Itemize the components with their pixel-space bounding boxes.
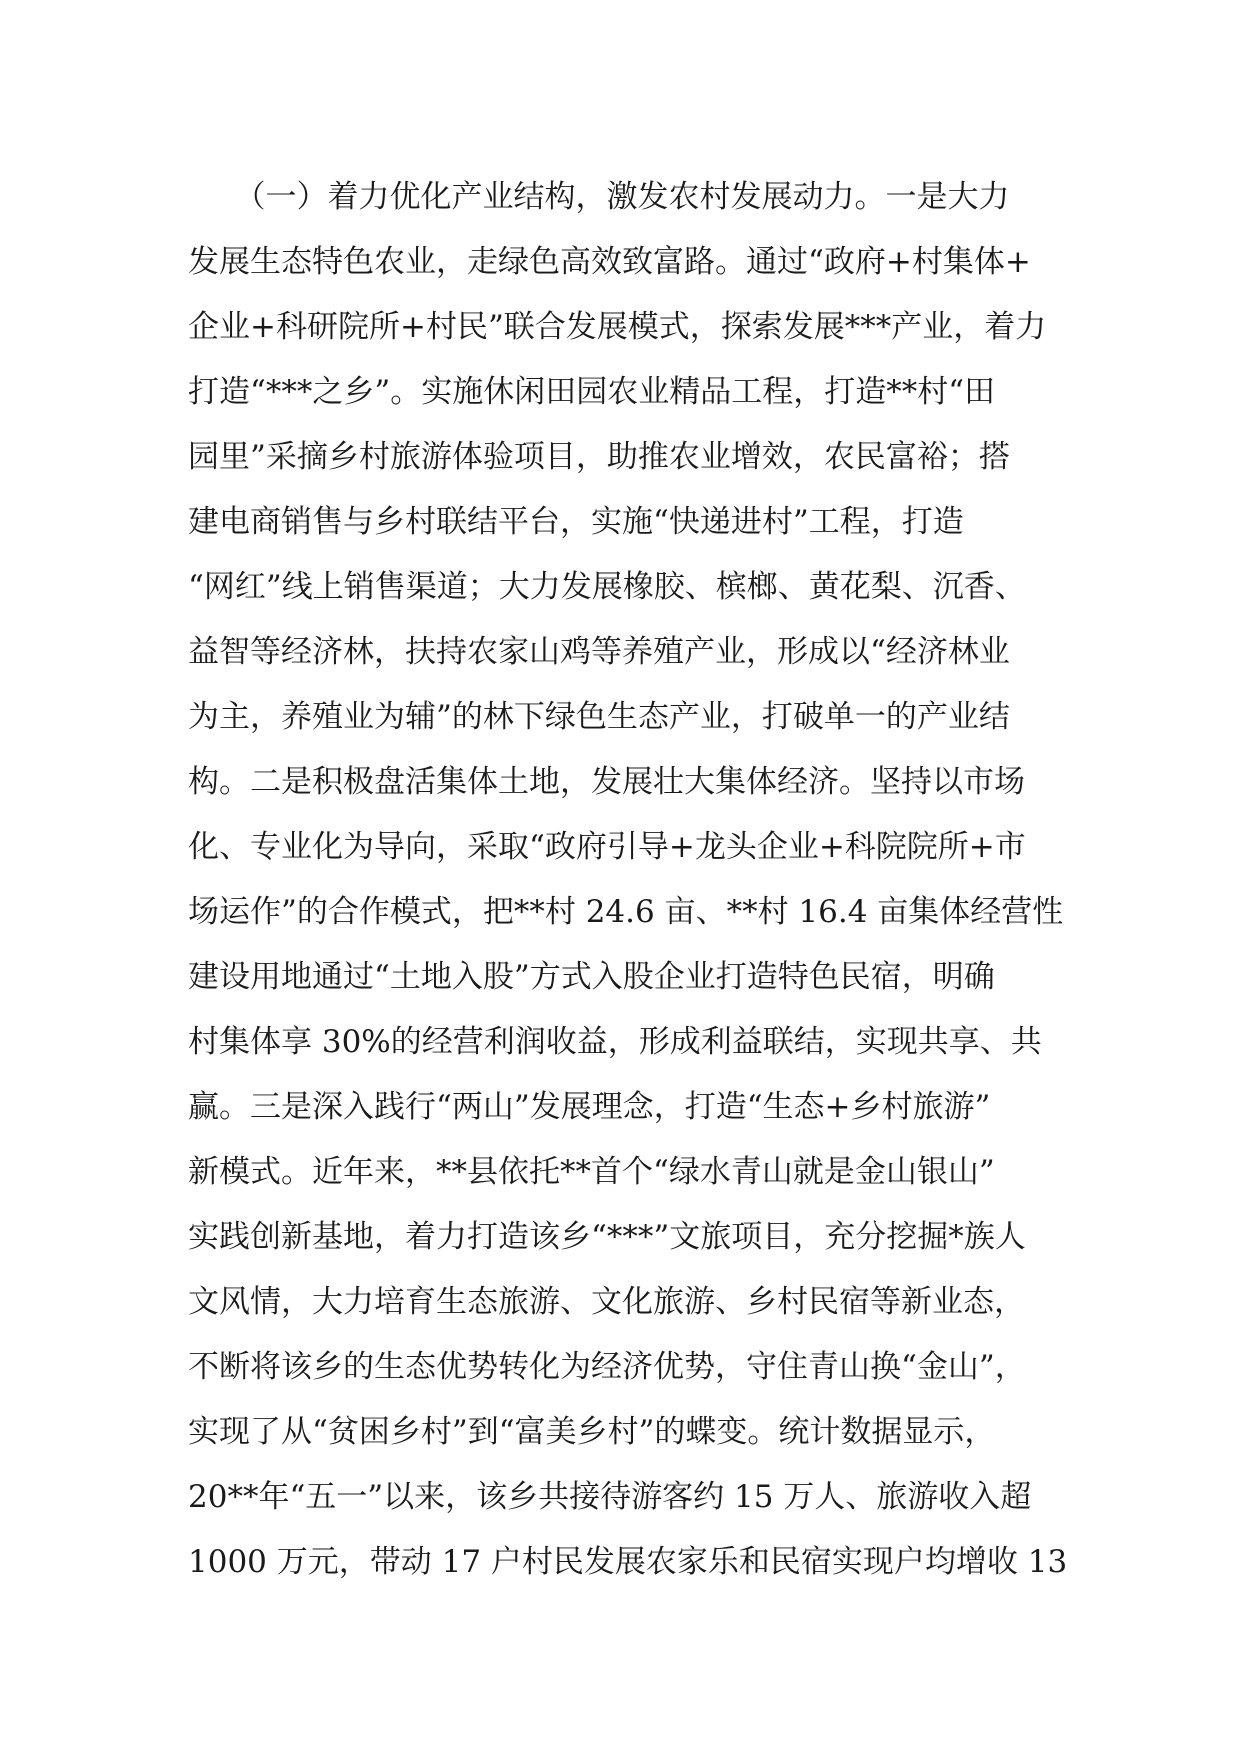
text-line: 建设用地通过“土地入股”方式入股企业打造特色民宿，明确	[188, 959, 995, 995]
text-line: 化、专业化为导向，采取“政府引导+龙头企业+科院院所+市	[188, 829, 1026, 865]
text-line: 益智等经济林，扶持农家山鸡等养殖产业，形成以“经济林业	[188, 634, 1010, 670]
text-line: 不断将该乡的生态优势转化为经济优势，守住青山换“金山”，	[188, 1349, 1026, 1385]
text-line: 20**年“五一”以来，该乡共接待游客约 15 万人、旅游收入超	[188, 1479, 1032, 1515]
body-paragraph	[188, 165, 1068, 1595]
text-line: “网红”线上销售渠道；大力发展橡胶、槟榔、黄花梨、沉香、	[188, 569, 1026, 605]
text-line: 构。二是积极盘活集体土地，发展壮大集体经济。坚持以市场	[188, 764, 1025, 800]
text-line: 场运作”的合作模式，把**村 24.6 亩、**村 16.4 亩集体经营性	[188, 894, 1064, 930]
text-line: 新模式。近年来，**县依托**首个“绿水青山就是金山银山”	[188, 1154, 995, 1190]
text-line: 打造“***之乡”。实施休闲田园农业精品工程，打造**村“田	[188, 374, 996, 410]
text-line: 实践创新基地，着力打造该乡“***”文旅项目，充分挖掘*族人	[188, 1219, 1026, 1255]
text-line: 赢。三是深入践行“两山”发展理念，打造“生态+乡村旅游”	[188, 1089, 991, 1125]
text-line: 村集体享 30%的经营利润收益，形成利益联结，实现共享、共	[188, 1024, 1042, 1060]
text-line: 1000 万元，带动 17 户村民发展农家乐和民宿实现户均增收 13	[188, 1544, 1068, 1580]
text-line: （一）着力优化产业结构，激发农村发展动力。一是大力	[188, 179, 1010, 215]
text-line: 建电商销售与乡村联结平台，实施“快递进村”工程，打造	[188, 504, 964, 540]
text-line: 企业+科研院所+村民”联合发展模式，探索发展***产业，着力	[188, 309, 1047, 345]
text-line: 发展生态特色农业，走绿色高效致富路。通过“政府+村集体+	[188, 244, 1031, 280]
text-line: 实现了从“贫困乡村”到“富美乡村”的蝶变。统计数据显示，	[188, 1414, 996, 1450]
text-line: 为主，养殖业为辅”的林下绿色生态产业，打破单一的产业结	[188, 699, 1010, 735]
text-line: 园里”采摘乡村旅游体验项目，助推农业增效，农民富裕；搭	[188, 439, 1010, 475]
text-line: 文风情，大力培育生态旅游、文化旅游、乡村民宿等新业态，	[188, 1284, 1025, 1320]
